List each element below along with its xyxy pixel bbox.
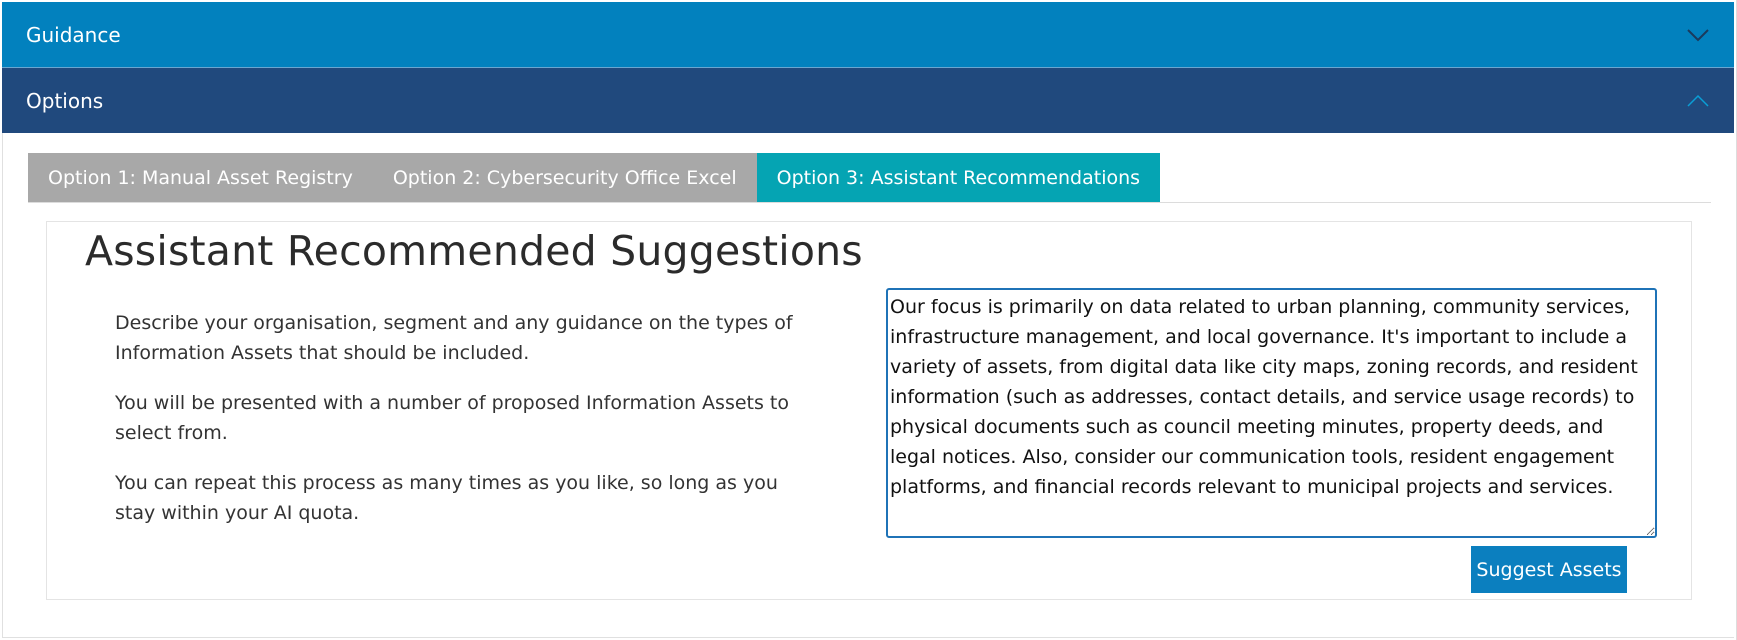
assistant-panel (46, 221, 1692, 600)
tab-divider (28, 202, 1711, 203)
instruction-paragraph: You will be presented with a number of proposed Information Assets to select from. (115, 392, 790, 444)
tab-option-3[interactable]: Option 3: Assistant Recommendations (757, 153, 1160, 203)
accordion-options-header[interactable] (2, 67, 1734, 133)
panel-title: Assistant Recommended Suggestions (85, 227, 863, 275)
suggest-assets-button[interactable]: Suggest Assets (1471, 546, 1627, 593)
accordion-options-body (2, 133, 1734, 638)
option-tabs (28, 153, 1160, 203)
instruction-paragraph: Describe your organisation, segment and any guidance on the types of Information Assets that should be included. (115, 312, 793, 364)
accordion-guidance-title: Guidance (26, 22, 121, 47)
organisation-description-textarea[interactable] (886, 288, 1657, 538)
accordion-options-title: Options (26, 88, 104, 113)
instruction-paragraph: You can repeat this process as many times as you like, so long as you stay within your AI quota. (115, 472, 778, 524)
instructions (115, 308, 815, 548)
chevron-down-icon[interactable] (1686, 28, 1710, 42)
chevron-up-icon[interactable] (1686, 94, 1710, 108)
accordion-guidance-header[interactable] (2, 2, 1734, 67)
tab-option-1[interactable]: Option 1: Manual Asset Registry (28, 153, 373, 203)
tab-option-2[interactable]: Option 2: Cybersecurity Office Excel (373, 153, 757, 203)
